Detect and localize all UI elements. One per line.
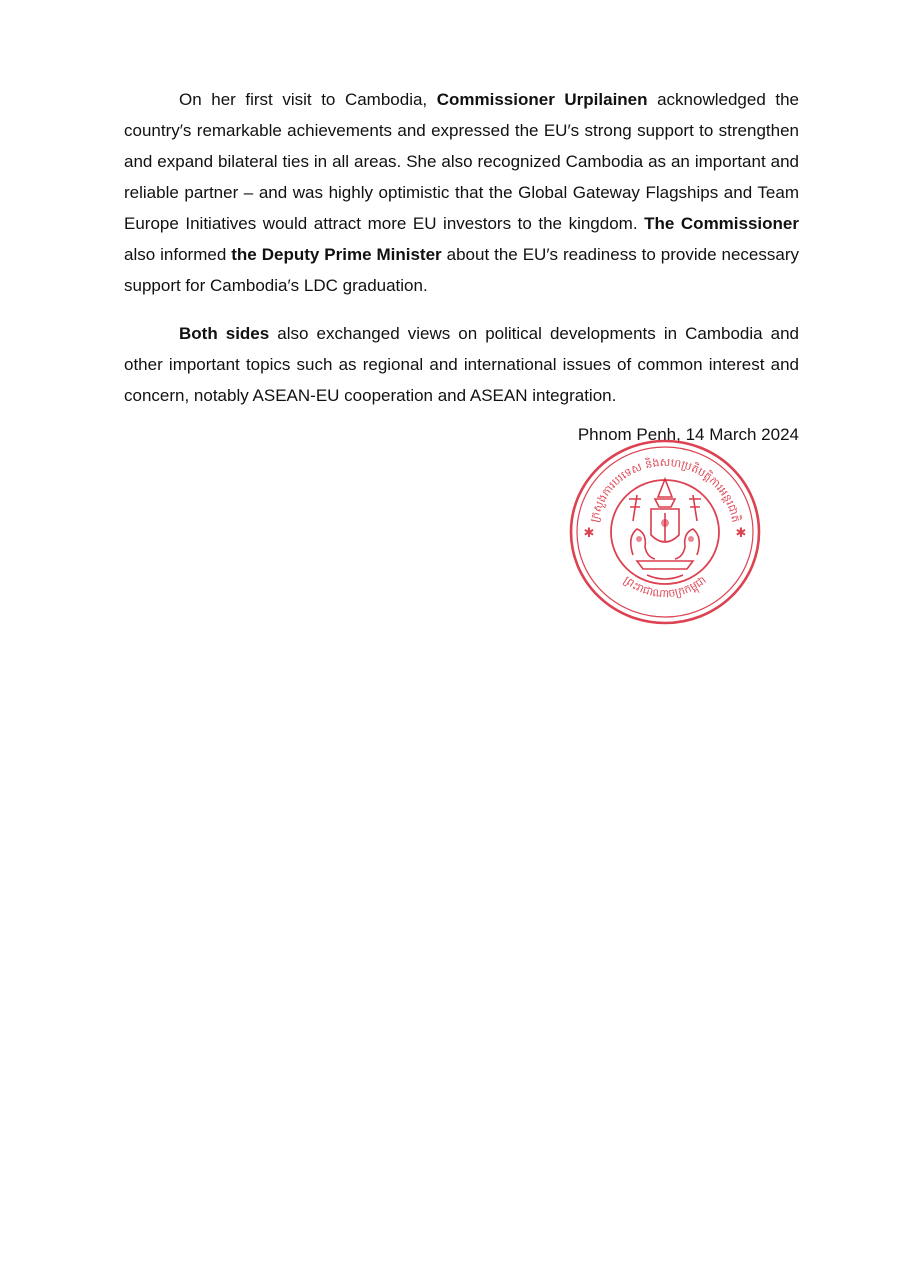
svg-text:ក្រសួងការបរទេស និងសហប្រតិបត្តិ: ក្រសួងការបរទេស និងសហប្រតិបត្តិការអន្តរជាតិ (587, 455, 743, 524)
paragraph-1-bold-the-commissioner: The Commissioner (644, 214, 799, 233)
paragraph-2 (124, 318, 799, 411)
paragraph-1-text-2: acknowledged the country′s remarkable achievements and expressed the EU′s strong support to strengthen and expand bilateral ties in all areas. She also recognized Cambodia as an important and reliable partner – and was highly optimistic that the Global Gateway Flagships and Team Europe Initiatives would attract more EU investors to the kingdom. (124, 90, 799, 233)
body-text (124, 84, 799, 411)
paragraph-1-bold-deputy-prime-minister: the Deputy Prime Minister (231, 245, 442, 264)
paragraph-1 (124, 84, 799, 301)
place-and-date: Phnom Penh, 14 March 2024 (577, 425, 799, 444)
svg-text:ព្រះរាជាណាចក្រកម្ពុជា: ព្រះរាជាណាចក្រកម្ពុជា (621, 573, 709, 601)
paragraph-2-bold-both-sides: Both sides (179, 324, 270, 343)
paragraph-1-text-4: about the EU′s readiness to provide necessary support for Cambodia′s LDC graduation. (124, 245, 799, 295)
svg-text:✱: ✱ (735, 526, 747, 541)
svg-text:✱: ✱ (583, 526, 595, 541)
official-red-seal-icon (567, 437, 763, 627)
paragraph-1-text-3: also informed (124, 245, 232, 264)
paragraph-1-text-1: On her first visit to Cambodia, (179, 90, 437, 109)
paragraph-1-bold-commissioner-urpilainen: Commissioner Urpilainen (436, 90, 648, 109)
paragraph-2-text-1: also exchanged views on political developments in Cambodia and other important topics such as regional and international issues of common interest and concern, notably ASEAN-EU cooperation and ASEAN integration. (124, 324, 799, 405)
